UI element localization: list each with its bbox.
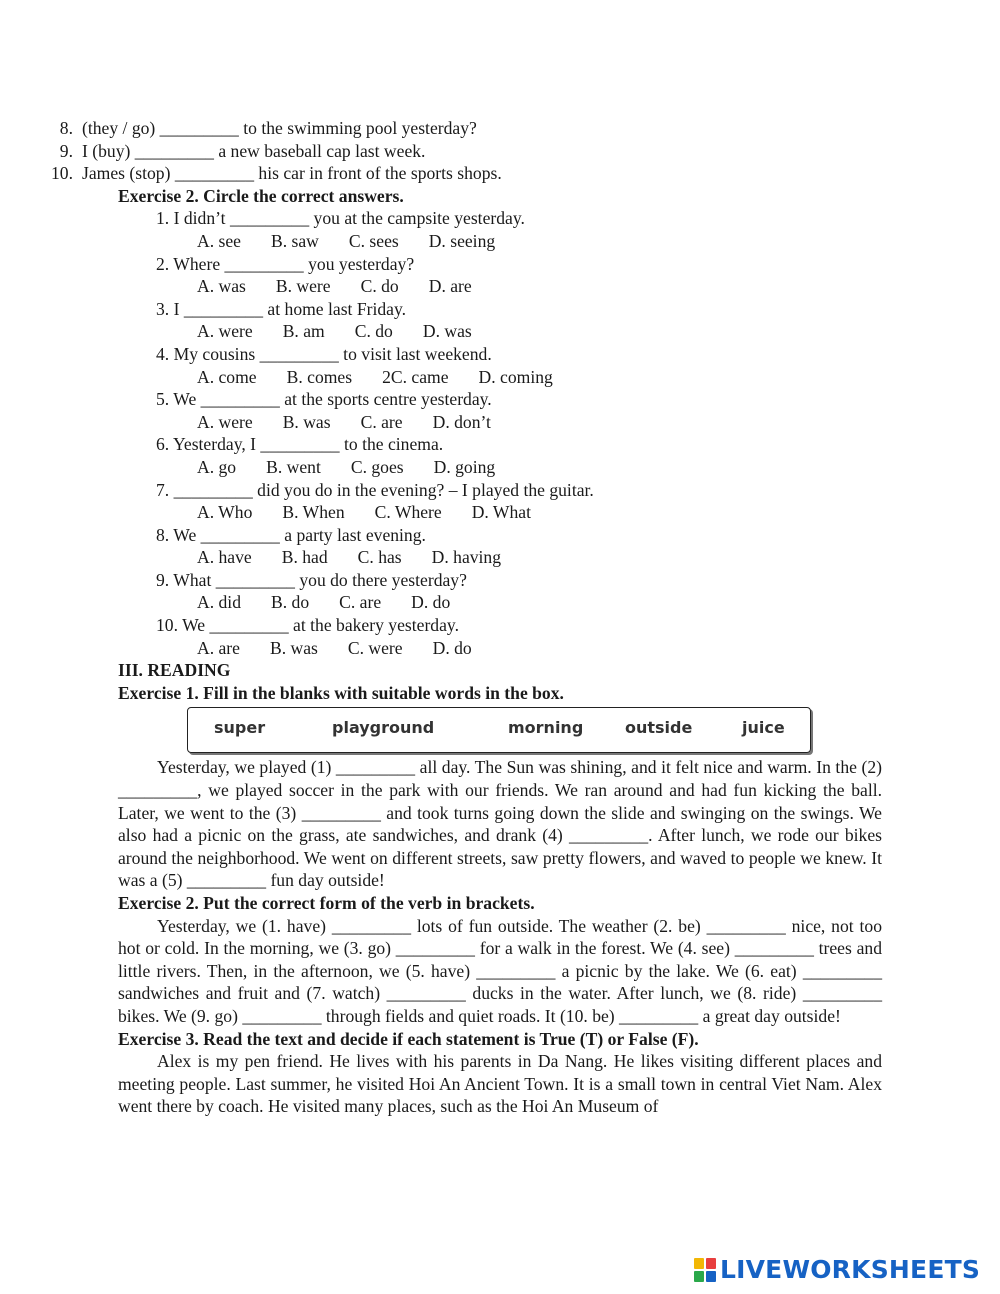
reading-exercise2-heading: Exercise 2. Put the correct form of the verb in brackets. <box>118 893 535 913</box>
answer-options <box>0 591 1000 614</box>
answer-option[interactable]: C. were <box>347 637 403 658</box>
answer-option[interactable]: C. do <box>360 276 399 297</box>
answer-option[interactable]: B. do <box>270 592 310 613</box>
reading-exercise1-heading: Exercise 1. Fill in the blanks with suitable words in the box. <box>118 682 564 703</box>
top-item-text: I (buy) _________ a new baseball cap last week. <box>82 140 426 161</box>
answer-option[interactable]: D. don’t <box>432 411 491 432</box>
answer-option[interactable]: D. coming <box>478 366 553 387</box>
answer-option[interactable]: C. are <box>339 592 382 613</box>
logo-text: LIVEWORKSHEETS <box>720 1254 981 1284</box>
answer-option[interactable]: B. went <box>266 456 321 477</box>
answer-option[interactable]: A. were <box>197 321 253 342</box>
word-box-word: super <box>214 718 266 738</box>
question-text: 5. We _________ at the sports centre yesterday. <box>156 389 492 410</box>
top-item-number: 10. <box>51 163 73 184</box>
word-box-word: juice <box>742 718 785 738</box>
logo-mark-icon <box>694 1258 716 1282</box>
answer-options <box>0 546 1000 569</box>
answer-options <box>0 275 1000 298</box>
reading-exercise1-paragraph: Yesterday, we played (1) _________ all day. The Sun was shining, and it felt nice and warm. In the (2) _________, we played soccer in the park with our friends. We ran around and had fun kicking the ball. Later, we went to the (3) _________ and took turns going down the slide and swinging on the swings. We also had a picnic on the grass, ate sandwiches, and drank (4) _________. After lunch, we rode our bikes around the neighborhood. We went on different streets, saw pretty flowers, and waved to people we knew. It was a (5) _________ fun day outside! <box>118 757 882 891</box>
question-text: 8. We _________ a party last evening. <box>156 524 426 545</box>
answer-option[interactable]: A. have <box>197 547 252 568</box>
question-text: 1. I didn’t _________ you at the campsite yesterday. <box>156 208 525 229</box>
top-items <box>0 117 1000 185</box>
answer-option[interactable]: C. goes <box>350 456 404 477</box>
answer-option[interactable]: D. going <box>433 456 496 477</box>
answer-options <box>0 230 1000 253</box>
top-item-number: 9. <box>59 140 73 161</box>
worksheet-page <box>0 117 1000 1118</box>
answer-option[interactable]: B. saw <box>270 230 319 251</box>
answer-option[interactable]: 2C. came <box>382 366 449 387</box>
answer-option[interactable]: A. see <box>197 230 241 251</box>
liveworksheets-logo <box>694 1254 981 1284</box>
answer-option[interactable]: A. were <box>197 411 253 432</box>
answer-option[interactable]: B. was <box>282 411 331 432</box>
word-box <box>187 707 811 753</box>
exercise2-circle-heading: Exercise 2. Circle the correct answers. <box>118 185 404 206</box>
answer-option[interactable]: B. had <box>281 547 328 568</box>
answer-options <box>0 501 1000 524</box>
answer-option[interactable]: A. was <box>197 276 246 297</box>
answer-options <box>0 411 1000 434</box>
answer-options <box>0 366 1000 389</box>
answer-option[interactable]: C. are <box>360 411 403 432</box>
answer-option[interactable]: C. Where <box>374 502 442 523</box>
top-item-text: (they / go) _________ to the swimming pool yesterday? <box>82 118 477 138</box>
answer-option[interactable]: B. comes <box>286 366 353 387</box>
question-text: 9. What _________ you do there yesterday? <box>156 569 467 590</box>
reading-exercise2-paragraph: Yesterday, we (1. have) _________ lots of fun outside. The weather (2. be) _________ nice, not too hot or cold. In the morning, we (3. go) _________ for a walk in the forest. We (4. see) _________ trees and little rivers. Then, in the afternoon, we (5. have) _________ a picnic by the lake. We (6. eat) _________ sandwiches and fruit and (7. watch) _________ ducks in the water. After lunch, we (8. ride) _________ bikes. We (9. go) _________ through fields and quiet roads. It (10. be) _________ a great day outside! <box>118 915 882 1026</box>
reading-exercise3-paragraph: Alex is my pen friend. He lives with his parents in Da Nang. He likes visiting different places and meeting people. Last summer, he visited Hoi An Ancient Town. It is a small town in central Viet Nam. Alex went there by coach. He visited many places, such as the Hoi An Museum of <box>118 1051 882 1117</box>
question-text: 2. Where _________ you yesterday? <box>156 253 415 274</box>
answer-options <box>0 456 1000 479</box>
answer-option[interactable]: D. was <box>422 321 472 342</box>
answer-option[interactable]: D. seeing <box>428 230 496 251</box>
answer-option[interactable]: A. are <box>197 637 240 658</box>
top-item-text: James (stop) _________ his car in front of the sports shops. <box>82 163 502 184</box>
answer-option[interactable]: A. did <box>197 592 241 613</box>
answer-option[interactable]: D. having <box>431 547 502 568</box>
answer-option[interactable]: B. am <box>282 321 325 342</box>
question-text: 3. I _________ at home last Friday. <box>156 298 407 319</box>
question-text: 7. _________ did you do in the evening? – I played the guitar. <box>156 479 594 500</box>
reading-section-heading: III. READING <box>118 660 231 681</box>
answer-option[interactable]: D. are <box>428 276 472 297</box>
answer-options <box>0 320 1000 343</box>
answer-option[interactable]: A. come <box>197 366 257 387</box>
top-item <box>0 162 1000 185</box>
answer-option[interactable]: B. When <box>282 502 345 523</box>
answer-option[interactable]: D. What <box>471 502 532 523</box>
word-box-word: morning <box>508 718 584 738</box>
word-box-word: playground <box>332 718 435 738</box>
answer-option[interactable]: A. go <box>197 456 237 477</box>
top-item-number: 8. <box>59 118 73 138</box>
question-text: 6. Yesterday, I _________ to the cinema. <box>156 434 444 455</box>
answer-option[interactable]: D. do <box>432 637 472 658</box>
word-box-word: outside <box>625 718 693 738</box>
question-text: 4. My cousins _________ to visit last weekend. <box>156 343 492 364</box>
answer-option[interactable]: D. do <box>411 592 451 613</box>
answer-option[interactable]: C. do <box>354 321 393 342</box>
top-item <box>0 117 1000 140</box>
question-text: 10. We _________ at the bakery yesterday. <box>156 615 459 636</box>
answer-option[interactable]: B. were <box>275 276 331 297</box>
answer-option[interactable]: C. sees <box>348 230 399 251</box>
reading-exercise3-heading: Exercise 3. Read the text and decide if each statement is True (T) or False (F). <box>118 1028 699 1049</box>
answer-option[interactable]: C. has <box>357 547 402 568</box>
answer-option[interactable]: A. Who <box>197 502 253 523</box>
exercise2-questions <box>0 207 1000 659</box>
answer-options <box>0 637 1000 660</box>
answer-option[interactable]: B. was <box>269 637 318 658</box>
top-item <box>0 140 1000 163</box>
